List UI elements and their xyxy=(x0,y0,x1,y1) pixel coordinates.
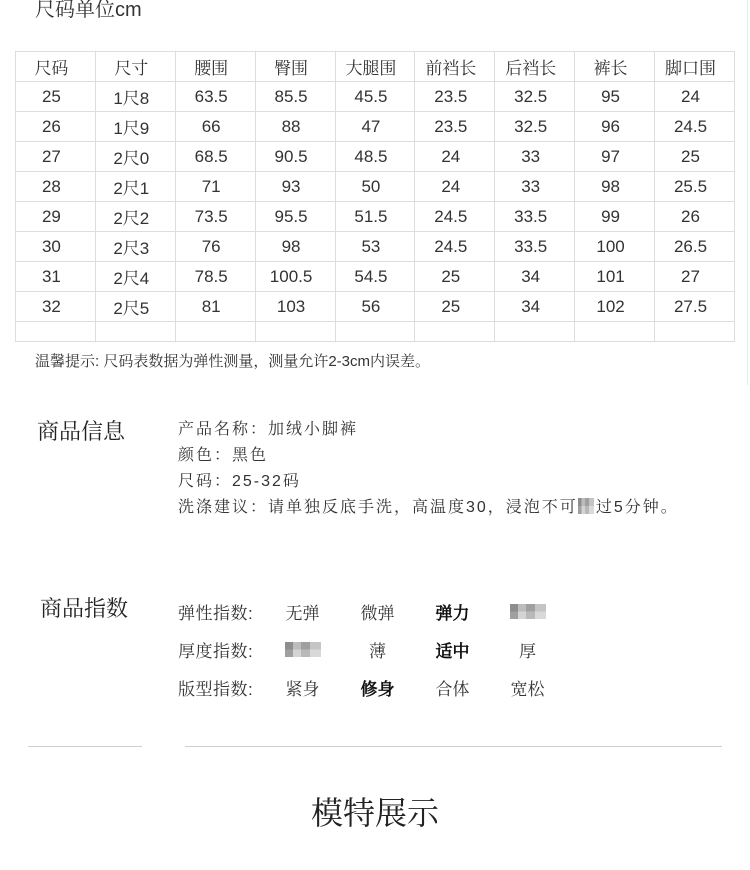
size-table-cell: 54.5 xyxy=(335,262,415,292)
size-table-cell: 23.5 xyxy=(415,112,495,142)
blurred-mosaic xyxy=(285,642,321,657)
size-chart-table xyxy=(15,51,735,342)
size-table-cell: 24 xyxy=(415,142,495,172)
index-option: 无弹 xyxy=(285,603,320,623)
size-table-cell: 25 xyxy=(415,292,495,322)
size-table-cell: 47 xyxy=(335,112,415,142)
size-table-cell: 33.5 xyxy=(495,232,575,262)
size-table-cell: 34 xyxy=(495,262,575,292)
size-table-cell: 48.5 xyxy=(335,142,415,172)
size-table-cell: 93 xyxy=(255,172,335,202)
size-table-header-cell: 裤长 xyxy=(575,52,655,82)
index-option: 修身 xyxy=(360,679,395,699)
index-option: 厚 xyxy=(519,641,536,661)
size-table-cell: 31 xyxy=(16,262,96,292)
index-label: 版型指数: xyxy=(178,679,254,699)
size-table-cell: 96 xyxy=(575,112,655,142)
size-table-cell: 76 xyxy=(175,232,255,262)
product-size: 尺码：25-32码 xyxy=(178,473,301,490)
size-table-cell: 25 xyxy=(415,262,495,292)
size-table-cell: 63.5 xyxy=(175,82,255,112)
size-table-cell: 66 xyxy=(175,112,255,142)
size-table-cell: 32.5 xyxy=(495,112,575,142)
product-name: 产品名称：加绒小脚裤 xyxy=(178,421,359,438)
size-table-cell: 68.5 xyxy=(175,142,255,172)
size-table-cell: 24 xyxy=(655,82,735,112)
size-table-cell: 32.5 xyxy=(495,82,575,112)
index-option: 微弹 xyxy=(360,603,395,623)
product-index-heading: 商品指数 xyxy=(40,596,129,621)
index-row-elasticity xyxy=(178,592,565,630)
size-table-cell: 100 xyxy=(575,232,655,262)
size-table-cell: 78.5 xyxy=(175,262,255,292)
size-table-cell: 45.5 xyxy=(335,82,415,112)
size-table-empty-row xyxy=(16,322,735,342)
size-table-cell: 33 xyxy=(495,172,575,202)
size-table-cell: 26 xyxy=(16,112,96,142)
size-table-row xyxy=(16,82,735,112)
size-table-empty-cell xyxy=(495,322,575,342)
size-table-cell: 97 xyxy=(575,142,655,172)
size-table-head xyxy=(16,52,735,82)
product-color: 颜色：黑色 xyxy=(178,447,269,464)
size-table-header-cell: 脚口围 xyxy=(655,52,735,82)
size-table-cell: 102 xyxy=(575,292,655,322)
size-table-cell: 95 xyxy=(575,82,655,112)
size-table-cell: 98 xyxy=(255,232,335,262)
size-table-cell: 27 xyxy=(655,262,735,292)
size-table-row xyxy=(16,112,735,142)
size-table-empty-cell xyxy=(16,322,96,342)
size-table-row xyxy=(16,262,735,292)
product-index-section xyxy=(178,592,565,706)
size-table-row xyxy=(16,142,735,172)
size-table-empty-cell xyxy=(415,322,495,342)
size-table-cell: 73.5 xyxy=(175,202,255,232)
size-table-cell: 32 xyxy=(16,292,96,322)
size-table-cell: 1尺9 xyxy=(95,112,175,142)
index-label: 弹性指数: xyxy=(178,603,254,623)
size-note: 温馨提示: 尺码表数据为弹性测量，测量允许2-3cm内误差。 xyxy=(35,353,431,370)
size-table-empty-cell xyxy=(95,322,175,342)
index-option: 适中 xyxy=(435,641,470,661)
index-option: 宽松 xyxy=(510,679,545,699)
size-table-cell: 81 xyxy=(175,292,255,322)
product-info-heading: 商品信息 xyxy=(37,419,126,444)
size-table-cell: 2尺1 xyxy=(95,172,175,202)
index-row-thickness xyxy=(178,630,565,668)
size-table-empty-cell xyxy=(175,322,255,342)
size-table-cell: 88 xyxy=(255,112,335,142)
section-divider-left xyxy=(28,746,142,747)
size-table-empty-cell xyxy=(575,322,655,342)
size-table-body xyxy=(16,82,735,342)
size-table-header-cell: 尺寸 xyxy=(95,52,175,82)
size-table-cell: 27 xyxy=(16,142,96,172)
size-table-cell: 24.5 xyxy=(415,202,495,232)
index-label: 厚度指数: xyxy=(178,641,254,661)
size-table-cell: 2尺3 xyxy=(95,232,175,262)
size-table-empty-cell xyxy=(255,322,335,342)
size-table-cell: 50 xyxy=(335,172,415,202)
size-table-cell: 95.5 xyxy=(255,202,335,232)
size-table-cell: 26.5 xyxy=(655,232,735,262)
size-table-cell: 98 xyxy=(575,172,655,202)
wash-instructions xyxy=(178,495,679,521)
model-showcase-heading: 模特展示 xyxy=(310,795,439,831)
size-table-cell: 23.5 xyxy=(415,82,495,112)
size-table-row xyxy=(16,232,735,262)
wash-text-after: 过5分钟。 xyxy=(595,499,679,516)
size-table-cell: 56 xyxy=(335,292,415,322)
size-table-cell: 24.5 xyxy=(415,232,495,262)
section-divider-right xyxy=(185,746,722,747)
size-unit-title: 尺码单位cm xyxy=(35,0,142,21)
size-table-cell: 90.5 xyxy=(255,142,335,172)
size-table-cell: 33.5 xyxy=(495,202,575,232)
size-table-cell: 2尺2 xyxy=(95,202,175,232)
size-table-header-cell: 大腿围 xyxy=(335,52,415,82)
index-row-fit xyxy=(178,668,565,706)
size-table-cell: 27.5 xyxy=(655,292,735,322)
size-table-cell: 85.5 xyxy=(255,82,335,112)
size-table-header-cell: 腰围 xyxy=(175,52,255,82)
size-table-row xyxy=(16,292,735,322)
size-table-row xyxy=(16,172,735,202)
index-option: 弹力 xyxy=(435,603,470,623)
size-table-cell: 103 xyxy=(255,292,335,322)
size-table-cell: 25.5 xyxy=(655,172,735,202)
size-table-cell: 34 xyxy=(495,292,575,322)
size-table-cell: 25 xyxy=(16,82,96,112)
index-option xyxy=(490,601,565,621)
blurred-mosaic xyxy=(578,498,594,514)
size-table-header-cell: 后裆长 xyxy=(495,52,575,82)
size-table-cell: 28 xyxy=(16,172,96,202)
size-table-cell: 2尺4 xyxy=(95,262,175,292)
size-table-cell: 71 xyxy=(175,172,255,202)
index-option xyxy=(265,639,340,659)
size-table-cell: 99 xyxy=(575,202,655,232)
index-option: 薄 xyxy=(369,641,386,661)
size-table-cell: 100.5 xyxy=(255,262,335,292)
wash-text-before: 洗涤建议：请单独反底手洗，高温度30，浸泡不可 xyxy=(178,499,578,516)
size-table-header-cell: 尺码 xyxy=(16,52,96,82)
size-table-row xyxy=(16,202,735,232)
size-table-cell: 29 xyxy=(16,202,96,232)
size-table-cell: 25 xyxy=(655,142,735,172)
size-table-cell: 101 xyxy=(575,262,655,292)
size-table-cell: 26 xyxy=(655,202,735,232)
size-table-cell: 51.5 xyxy=(335,202,415,232)
size-table-header-cell: 前裆长 xyxy=(415,52,495,82)
size-table-cell: 24 xyxy=(415,172,495,202)
size-table-header-cell: 臀围 xyxy=(255,52,335,82)
size-table-cell: 53 xyxy=(335,232,415,262)
size-table-cell: 2尺0 xyxy=(95,142,175,172)
size-table-cell: 1尺8 xyxy=(95,82,175,112)
index-option: 紧身 xyxy=(285,679,320,699)
size-table-cell: 2尺5 xyxy=(95,292,175,322)
product-info-section xyxy=(178,417,679,521)
size-table-empty-cell xyxy=(655,322,735,342)
size-table-cell: 24.5 xyxy=(655,112,735,142)
index-option: 合体 xyxy=(435,679,470,699)
size-table-empty-cell xyxy=(335,322,415,342)
size-table-cell: 30 xyxy=(16,232,96,262)
size-table-cell: 33 xyxy=(495,142,575,172)
right-edge-line xyxy=(747,0,748,385)
size-table-header-row xyxy=(16,52,735,82)
blurred-mosaic xyxy=(510,604,546,619)
